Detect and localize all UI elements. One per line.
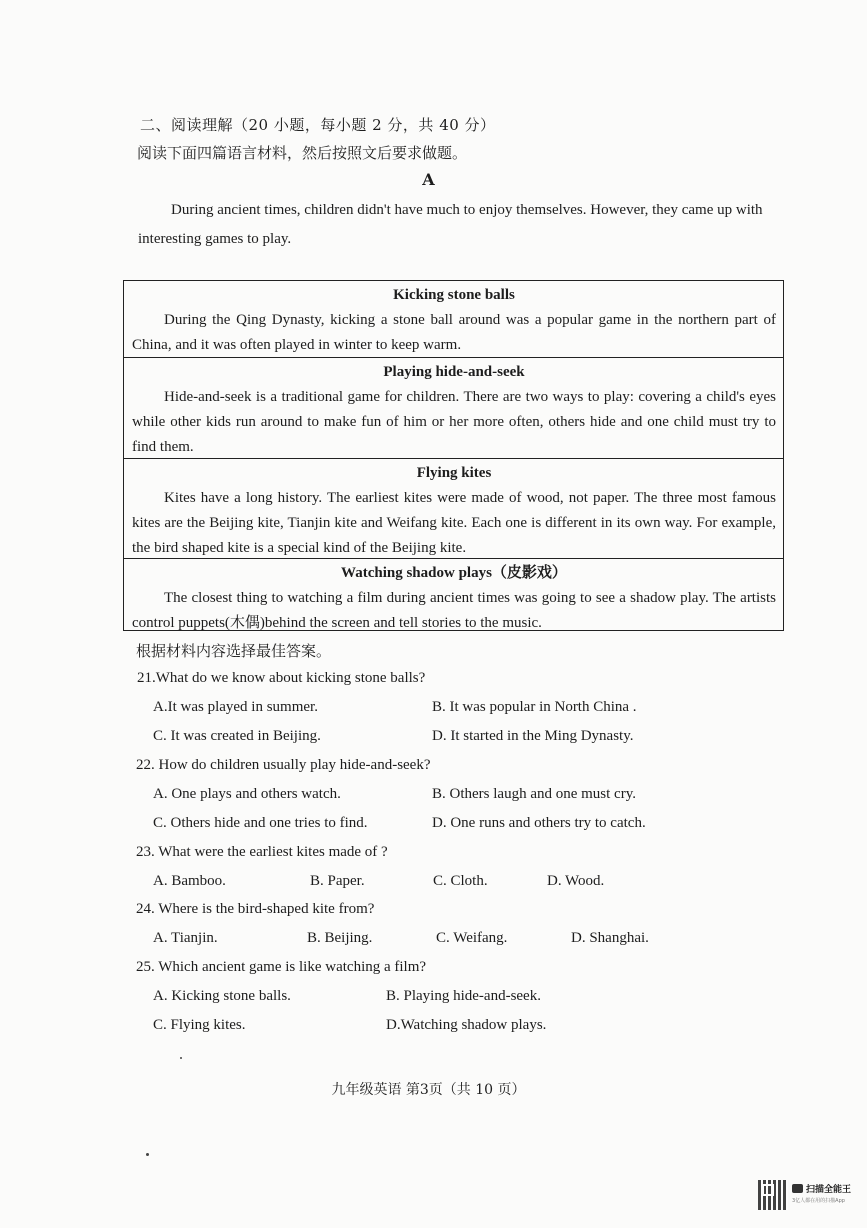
question-option: D.Watching shadow plays. [386, 1017, 547, 1033]
question-option: C. Cloth. [433, 873, 488, 889]
passage-label: A [422, 170, 435, 189]
game-body: During the Qing Dynasty, kicking a stone ball around was a popular game in the northern part of China, and it was often played in winter to keep warm. [132, 312, 776, 353]
question-option: B. Others laugh and one must cry. [432, 786, 636, 802]
game-title: Kicking stone balls [393, 287, 515, 303]
question-stem: 22. How do children usually play hide-and-seek? [136, 757, 431, 773]
game-title: Watching shadow plays（皮影戏） [341, 565, 567, 581]
question-option: D. One runs and others try to catch. [432, 815, 646, 831]
section-title: 二、阅读理解（20 小题，每小题 2 分，共 40 分） [140, 116, 496, 134]
game-cell-kites [124, 458, 783, 558]
question-stem: 24. Where is the bird-shaped kite from? [136, 901, 375, 917]
question-stem: 21.What do we know about kicking stone balls? [137, 670, 426, 686]
question-option: C. Weifang. [436, 930, 508, 946]
scanner-tagline: 3亿人都在用的扫描App [792, 1198, 845, 1204]
qr-code-icon [758, 1180, 788, 1210]
passage-intro: During ancient times, children didn't have much to enjoy themselves. However, they came up with interesting games to play. [138, 202, 763, 247]
game-body: The closest thing to watching a film during ancient times was going to see a shadow play. The artists control puppets(木偶)behind the screen and tell stories to the music. [132, 590, 776, 631]
game-body: Hide-and-seek is a traditional game for children. There are two ways to play: covering a child's eyes while other kids run around to make fun of him or her more often, others hide and one child must try to find them. [132, 389, 776, 455]
question-option: D. Shanghai. [571, 930, 649, 946]
question-option: A. Bamboo. [153, 873, 226, 889]
question-option: D. Wood. [547, 873, 605, 889]
page-footer: 九年级英语 第3页（共 10 页） [331, 1082, 526, 1098]
scan-speck [146, 1153, 149, 1156]
question-option: A. One plays and others watch. [153, 786, 341, 802]
question-option: C. Others hide and one tries to find. [153, 815, 368, 831]
questions-instruction: 根据材料内容选择最佳答案。 [136, 642, 332, 660]
question-option: A.It was played in summer. [153, 699, 318, 715]
game-cell-kicking [124, 281, 783, 357]
question-option: A. Kicking stone balls. [153, 988, 291, 1004]
question-option: B. Playing hide-and-seek. [386, 988, 541, 1004]
scanner-logo-icon [792, 1184, 803, 1193]
game-cell-shadow-plays [124, 558, 783, 629]
game-body: Kites have a long history. The earliest kites were made of wood, not paper. The three most famous kites are the Beijing kite, Tianjin kite and Weifang kite. Each one is different in its own way. For example, the bird shaped kite is a special kind of the Beijing kite. [132, 490, 776, 556]
scanner-badge [758, 1180, 854, 1210]
section-instructions: 阅读下面四篇语言材料，然后按照文后要求做题。 [137, 144, 468, 162]
game-title: Flying kites [416, 465, 492, 481]
question-option: B. Beijing. [307, 930, 373, 946]
games-table [123, 280, 784, 631]
scan-speck [180, 1057, 182, 1059]
question-option: C. Flying kites. [153, 1017, 246, 1033]
game-title: Playing hide-and-seek [383, 364, 525, 380]
question-option: A. Tianjin. [153, 930, 218, 946]
question-option: B. It was popular in North China . [432, 699, 637, 715]
question-stem: 25. Which ancient game is like watching a film? [136, 959, 427, 975]
scanner-name: 扫描全能王 [806, 1185, 852, 1195]
question-stem: 23. What were the earliest kites made of ? [136, 844, 388, 860]
question-option: D. It started in the Ming Dynasty. [432, 728, 634, 744]
game-cell-hide-and-seek [124, 357, 783, 458]
question-option: C. It was created in Beijing. [153, 728, 321, 744]
question-option: B. Paper. [310, 873, 365, 889]
